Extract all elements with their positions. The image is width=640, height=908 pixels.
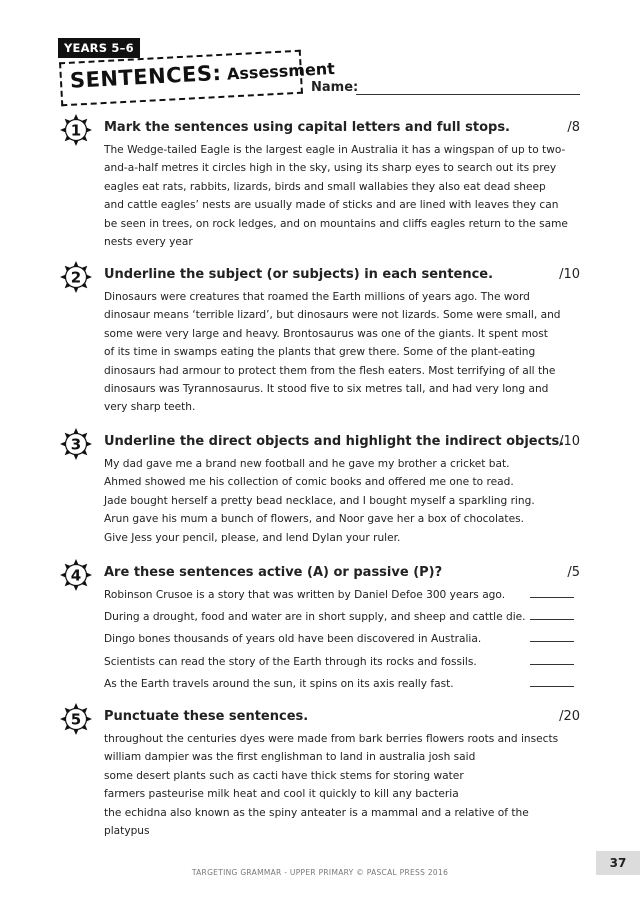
question-score: /8 <box>567 120 580 135</box>
answer-row <box>104 586 580 608</box>
question-section-4 <box>60 559 580 697</box>
answer-row <box>104 608 580 630</box>
text-line: some desert plants such as cacti have thick stems for storing water <box>104 769 464 782</box>
badge-number: 3 <box>70 435 82 454</box>
badge-number: 4 <box>70 566 82 585</box>
sentence-text: Dingo bones thousands of years old have been discovered in Australia. <box>104 633 482 646</box>
text-line: and cattle eagles’ nests are usually made of sticks and are lined with leaves they can <box>104 199 559 212</box>
badge-number: 5 <box>70 710 82 729</box>
answer-blank[interactable] <box>530 619 574 620</box>
text-line: platypus <box>104 825 150 838</box>
text-line: of its time in swamps eating the plants that grew there. Some of the plant-eating <box>104 346 536 359</box>
question-title: Mark the sentences using capital letters and full stops. <box>104 120 510 135</box>
text-line: the echidna also known as the spiny anteater is a mammal and a relative of the <box>104 806 529 819</box>
answer-blank[interactable] <box>530 641 574 642</box>
text-line: Give Jess your pencil, please, and lend Dylan your ruler. <box>104 531 401 544</box>
name-label: Name: <box>311 80 359 95</box>
question-body <box>104 586 580 697</box>
question-title: Punctuate these sentences. <box>104 709 309 724</box>
text-line: My dad gave me a brand new football and he gave my brother a cricket bat. <box>104 458 510 470</box>
answer-blank[interactable] <box>530 664 574 665</box>
text-line: very sharp teeth. <box>104 401 196 414</box>
question-body <box>104 455 580 547</box>
name-field[interactable] <box>356 94 580 95</box>
number-badge-icon <box>60 114 92 146</box>
question-body <box>104 730 580 840</box>
question-score: /5 <box>567 565 580 580</box>
number-badge-icon <box>60 703 92 735</box>
text-line: farmers pasteurise milk heat and cool it quickly to kill any bacteria <box>104 788 459 801</box>
text-line: dinosaurs had armour to protect them from the flesh eaters. Most terrifying of all the <box>104 364 556 377</box>
text-line: william dampier was the first englishman to land in australia josh said <box>104 751 476 764</box>
number-badge-icon <box>60 261 92 293</box>
title-main: SENTENCES: <box>69 60 222 93</box>
sentence-text: Robinson Crusoe is a story that was written by Daniel Defoe 300 years ago. <box>104 589 506 601</box>
question-section-3 <box>60 428 580 550</box>
page-title <box>69 55 335 93</box>
question-section-2 <box>60 261 580 419</box>
text-line: be seen in trees, on rock ledges, and on mountains and cliffs eagles return to the same <box>104 217 568 230</box>
question-title: Underline the subject (or subjects) in each sentence. <box>104 267 494 282</box>
text-line: Jade bought herself a pretty bead necklace, and I bought myself a sparkling ring. <box>104 494 535 507</box>
question-body <box>104 141 580 251</box>
text-line: The Wedge-tailed Eagle is the largest eagle in Australia it has a wingspan of up to two- <box>104 144 566 156</box>
answer-row <box>104 675 580 697</box>
question-body <box>104 288 580 417</box>
number-badge-icon <box>60 428 92 460</box>
text-line: nests every year <box>104 236 193 249</box>
sentence-text: As the Earth travels around the sun, it spins on its axis really fast. <box>104 677 454 690</box>
badge-number: 1 <box>70 121 82 140</box>
text-line: and-a-half metres it circles high in the sky, using its sharp eyes to search out its prey <box>104 162 557 175</box>
text-line: Arun gave his mum a bunch of flowers, and Noor gave her a box of chocolates. <box>104 513 524 526</box>
question-section-5 <box>60 703 580 843</box>
years-tag: YEARS 5–6 <box>58 38 140 58</box>
answer-row <box>104 630 580 652</box>
title-sub: Assessment <box>226 58 336 84</box>
number-badge-icon <box>60 559 92 591</box>
answer-blank[interactable] <box>530 597 574 598</box>
question-score: /20 <box>559 709 580 724</box>
sentence-text: Scientists can read the story of the Earth through its rocks and fossils. <box>104 655 477 668</box>
text-line: eagles eat rats, rabbits, lizards, birds and small wallabies they also eat dead sheep <box>104 180 546 193</box>
answer-row <box>104 653 580 675</box>
question-section-1 <box>60 114 580 254</box>
text-line: throughout the centuries dyes were made from bark berries flowers roots and insects <box>104 733 559 745</box>
sentence-text: During a drought, food and water are in short supply, and sheep and cattle die. <box>104 611 526 624</box>
text-line: some were very large and heavy. Brontosaurus was one of the giants. It spent most <box>104 327 548 340</box>
question-title: Are these sentences active (A) or passive (P)? <box>104 565 443 580</box>
answer-blank[interactable] <box>530 686 574 687</box>
badge-number: 2 <box>70 268 82 287</box>
text-line: Dinosaurs were creatures that roamed the Earth millions of years ago. The word <box>104 291 530 303</box>
text-line: Ahmed showed me his collection of comic books and offered me one to read. <box>104 476 514 489</box>
text-line: dinosaur means ‘terrible lizard’, but dinosaurs were not lizards. Some were small, and <box>104 309 561 322</box>
question-score: /10 <box>559 267 580 282</box>
text-line: dinosaurs was Tyrannosaurus. It stood five to six metres tall, and had very long and <box>104 383 549 396</box>
page-number: 37 <box>596 851 640 875</box>
question-score: /10 <box>559 434 580 449</box>
footer-credit: TARGETING GRAMMAR - UPPER PRIMARY © PASCAL PRESS 2016 <box>191 868 449 877</box>
question-title: Underline the direct objects and highlight the indirect objects. <box>104 434 565 449</box>
